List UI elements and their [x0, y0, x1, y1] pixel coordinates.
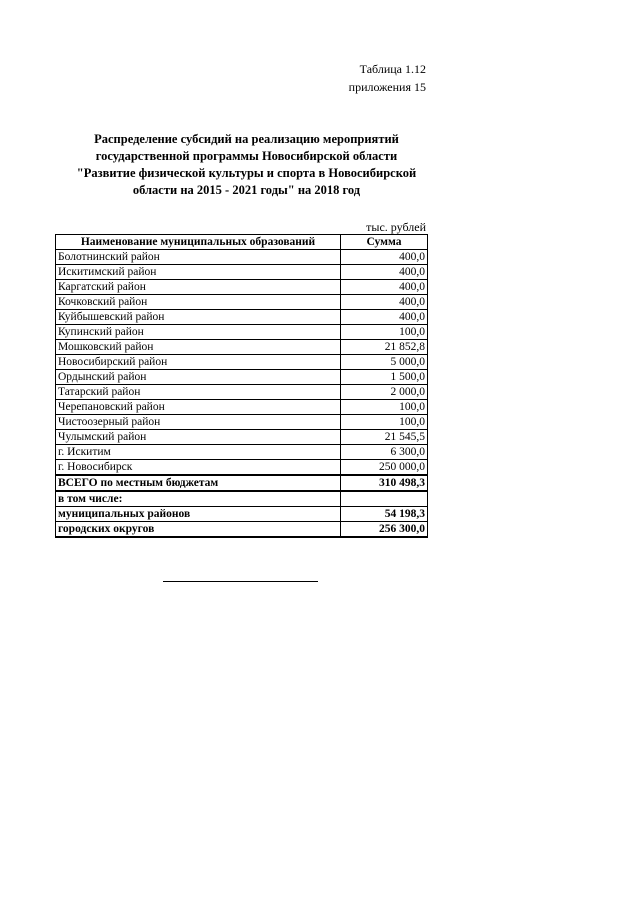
row-sum: 21 545,5	[341, 430, 428, 445]
table-row	[56, 400, 428, 415]
city-districts-label: городских округов	[56, 522, 341, 538]
column-header-sum: Сумма	[341, 235, 428, 250]
row-sum: 100,0	[341, 400, 428, 415]
total-sum: 310 498,3	[341, 475, 428, 491]
row-name: Чулымский район	[56, 430, 341, 445]
row-name: Куйбышевский район	[56, 310, 341, 325]
row-sum: 100,0	[341, 415, 428, 430]
table-row	[56, 415, 428, 430]
including-row	[56, 491, 428, 507]
row-name: Болотнинский район	[56, 250, 341, 265]
title-line-2: государственной программы Новосибирской области	[95, 149, 398, 163]
table-reference	[349, 60, 426, 96]
total-row	[56, 475, 428, 491]
row-name: Новосибирский район	[56, 355, 341, 370]
row-sum: 250 000,0	[341, 460, 428, 476]
title-line-4: области на 2015 - 2021 годы" на 2018 год	[132, 183, 361, 197]
table-row	[56, 310, 428, 325]
table-row	[56, 385, 428, 400]
subsidy-table	[55, 234, 428, 538]
row-sum: 400,0	[341, 310, 428, 325]
row-sum: 21 852,8	[341, 340, 428, 355]
city-districts-row	[56, 522, 428, 538]
table-row	[56, 295, 428, 310]
title-line-3: "Развитие физической культуры и спорта в Новосибирской	[76, 166, 417, 180]
row-sum: 400,0	[341, 265, 428, 280]
row-sum: 6 300,0	[341, 445, 428, 460]
table-row	[56, 250, 428, 265]
table-row	[56, 280, 428, 295]
row-name: Мошковский район	[56, 340, 341, 355]
column-header-name: Наименование муниципальных образований	[56, 235, 341, 250]
row-sum: 1 500,0	[341, 370, 428, 385]
row-sum: 400,0	[341, 295, 428, 310]
row-sum: 400,0	[341, 250, 428, 265]
municipal-districts-sum: 54 198,3	[341, 507, 428, 522]
table-row	[56, 355, 428, 370]
row-name: Черепановский район	[56, 400, 341, 415]
row-name: Купинский район	[56, 325, 341, 340]
table-number: Таблица 1.12	[359, 62, 426, 76]
table-row	[56, 325, 428, 340]
including-sum	[341, 491, 428, 507]
municipal-districts-row	[56, 507, 428, 522]
row-sum: 5 000,0	[341, 355, 428, 370]
row-name: г. Новосибирск	[56, 460, 341, 476]
row-sum: 100,0	[341, 325, 428, 340]
table-row	[56, 265, 428, 280]
document-title	[40, 131, 453, 199]
closing-line	[163, 581, 318, 582]
row-name: Татарский район	[56, 385, 341, 400]
row-name: Чистоозерный район	[56, 415, 341, 430]
table-header-row	[56, 235, 428, 250]
row-name: Искитимский район	[56, 265, 341, 280]
table-row	[56, 340, 428, 355]
row-sum: 2 000,0	[341, 385, 428, 400]
row-name: Каргатский район	[56, 280, 341, 295]
table-row	[56, 445, 428, 460]
unit-label: тыс. рублей	[366, 220, 426, 234]
table-row	[56, 430, 428, 445]
table-row	[56, 370, 428, 385]
city-districts-sum: 256 300,0	[341, 522, 428, 538]
including-label: в том числе:	[56, 491, 341, 507]
table-row	[56, 460, 428, 476]
total-label: ВСЕГО по местным бюджетам	[56, 475, 341, 491]
row-name: г. Искитим	[56, 445, 341, 460]
municipal-districts-label: муниципальных районов	[56, 507, 341, 522]
title-line-1: Распределение субсидий на реализацию мероприятий	[94, 132, 399, 146]
row-sum: 400,0	[341, 280, 428, 295]
appendix-number: приложения 15	[348, 80, 426, 94]
row-name: Кочковский район	[56, 295, 341, 310]
row-name: Ордынский район	[56, 370, 341, 385]
